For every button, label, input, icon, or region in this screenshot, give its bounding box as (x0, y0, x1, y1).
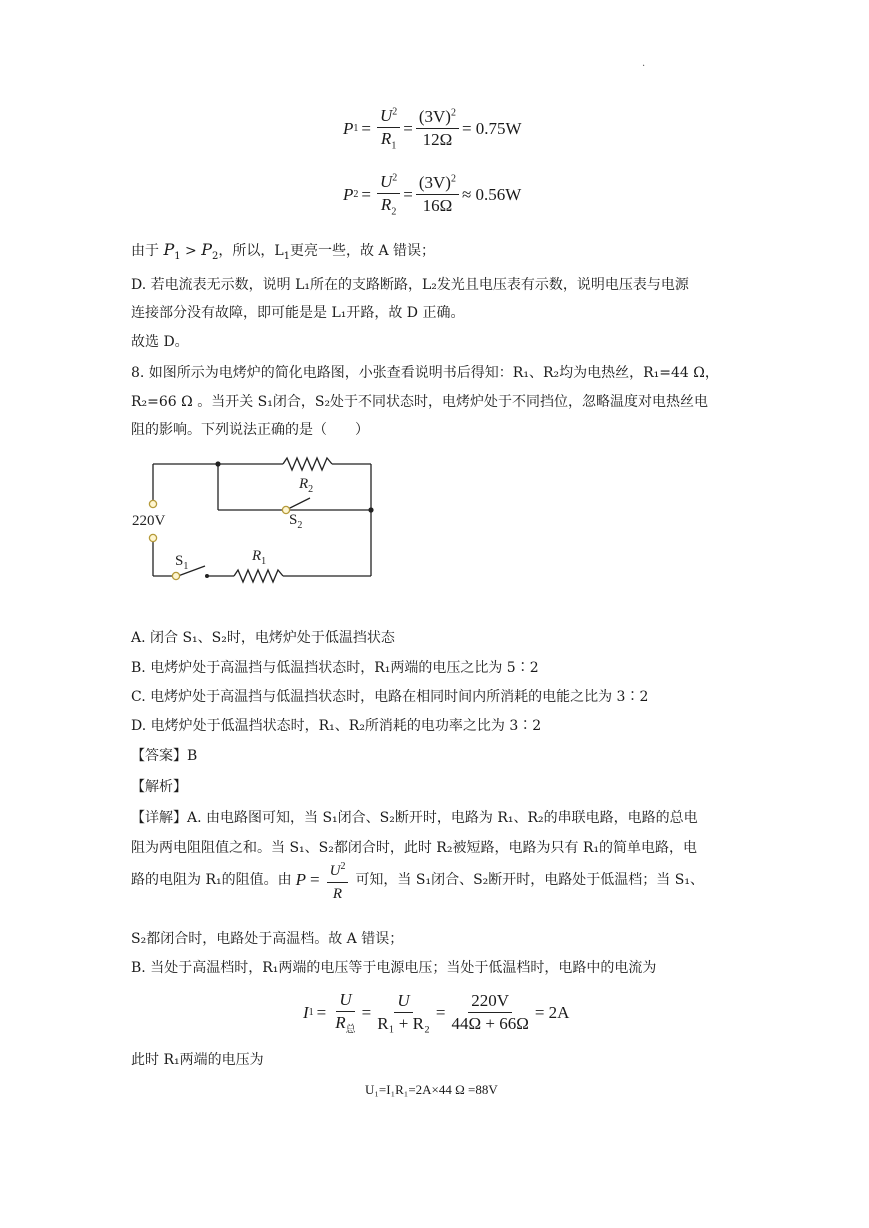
power-formula: P = $\frac{U^2}{R}$ (296, 857, 352, 904)
since-line: 由于 $P_1 > P_2$，所以，$L_1$更亮一些，故 A 错误； (131, 240, 436, 262)
analysis-heading: 【解析】 (131, 779, 187, 795)
option-d-explanation-2: 连接部分没有故障，即可能是是 L₁开路，故 D 正确。 (131, 305, 465, 321)
then-line: 此时 R₁两端的电压为 (131, 1052, 264, 1068)
s2-label: $S_2$ (289, 512, 303, 531)
option-c: C. 电烤炉处于高温挡与低温挡状态时，电路在相同时间内所消耗的电能之比为 3∶2 (131, 689, 649, 705)
r1-label: $R_1$ (252, 548, 267, 567)
circuit-diagram (128, 452, 388, 587)
question-8-line-2: R₂=66 Ω 。当开关 S₁闭合，S₂处于不同状态时，电烤炉处于不同挡位，忽略温度对电热丝电 (131, 394, 709, 410)
equation-p2: P 2 = $\frac{U^2}{R_2}$ = $\frac{(3V)^2}{16\Omega}$ ≈ 0.56W (343, 172, 522, 218)
answer-line: 【答案】B (131, 748, 198, 764)
detail-line-5: B. 当处于高温档时，R₁两端的电压等于电源电压；当处于低温档时，电路中的电流为 (131, 960, 657, 976)
option-d-explanation-1: D. 若电流表无示数，说明 L₁所在的支路断路，L₂发光且电压表有示数，说明电压表与电源 (131, 277, 689, 293)
voltage-label: 220V (132, 513, 166, 529)
detail-line-2: 阻为两电阻阻值之和。当 S₁、S₂都闭合时，此时 R₂被短路，电路为只有 R₁的简单电路，电 (131, 840, 698, 856)
equation-i1: I 1 = $\frac{U}{R_总}$ = $\frac{U}{\text{R₁ + R₂}}$ = $\frac{220V}{44\Omega + 66\Omega}$ = 2A (303, 990, 570, 1036)
detail-line-1: 【详解】A. 由电路图可知，当 S₁闭合、S₂断开时，电路为 R₁、R₂的串联电路，电路的总电 (131, 810, 698, 826)
equation-u1: U₁=I₁R₁=2A×44 Ω =88V (365, 1082, 498, 1097)
r2-label: $R_2$ (299, 476, 314, 495)
detail-line-3: 路的电阻为 R₁的阻值。由 P = $\frac{U^2}{R}$ 可知，当 S₁闭合、S₂断开时，电路处于低温档；当 S₁、 (131, 862, 704, 898)
header-mark: . (642, 58, 646, 69)
s1-label: $S_1$ (175, 553, 189, 572)
option-a: A. 闭合 S₁、S₂时，电烤炉处于低温挡状态 (131, 630, 395, 646)
question-8-line-3: 阻的影响。下列说法正确的是（ ） (131, 422, 369, 438)
equation-p1: P 1 = $\frac{U^2}{R_1}$ = $\frac{(3V)^2}{12\Omega}$ = 0.75W (343, 106, 522, 152)
option-b: B. 电烤炉处于高温挡与低温挡状态时，R₁两端的电压之比为 5∶2 (131, 660, 539, 676)
choose-line: 故选 D。 (131, 334, 189, 350)
detail-line-4: S₂都闭合时，电路处于高温档。故 A 错误； (131, 931, 404, 947)
question-8-line-1: 8. 如图所示为电烤炉的简化电路图，小张查看说明书后得知：R₁、R₂均为电热丝，R₁=44 Ω， (131, 365, 719, 381)
option-d: D. 电烤炉处于低温挡状态时，R₁、R₂所消耗的电功率之比为 3∶2 (131, 718, 542, 734)
